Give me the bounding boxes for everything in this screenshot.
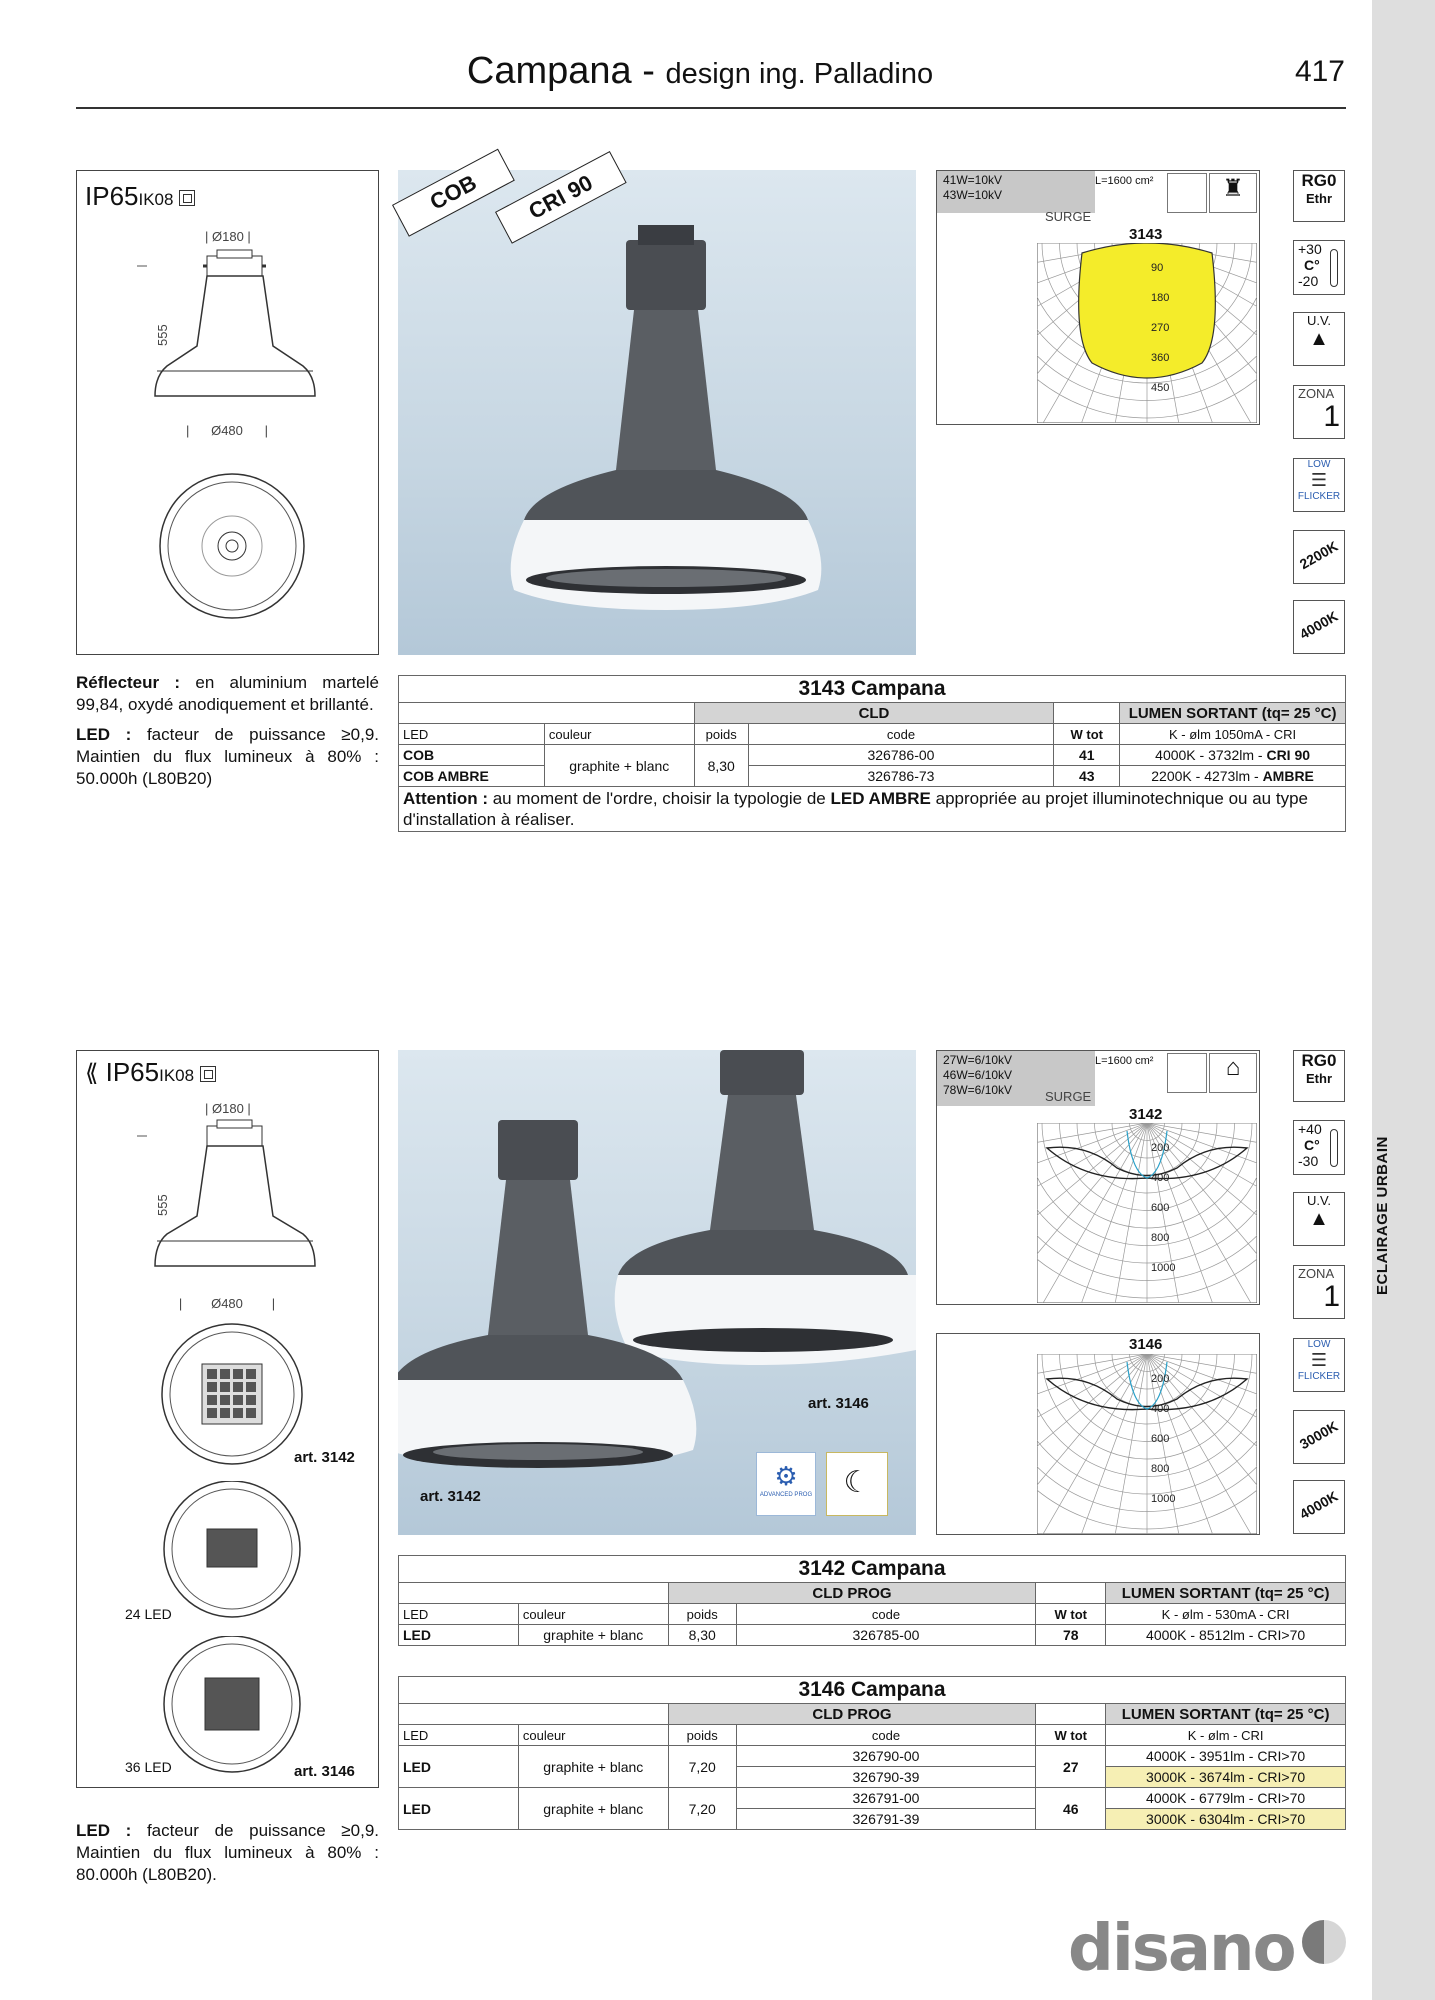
row-lumen: 4000K - 8512lm - CRI>70	[1106, 1625, 1346, 1646]
row-code: 326785-00	[736, 1625, 1036, 1646]
page-title	[300, 50, 1100, 93]
row-weight: 7,20	[668, 1788, 736, 1830]
row-led: LED	[399, 1625, 519, 1646]
led-text: facteur de puissance ≥0,9. Maintien du flux lumineux à 80% : 80.000h (L80B20).	[76, 1821, 379, 1884]
temp-low: -30	[1298, 1153, 1319, 1169]
table-row	[399, 745, 1346, 766]
product-photo-3142-3146	[398, 1050, 916, 1535]
reflector-text: en aluminium martelé 99,84, oxydé anodiquement et brillanté.	[76, 673, 379, 714]
ip-value: IP65	[85, 181, 139, 211]
color-temp-3000k-badge	[1293, 1410, 1345, 1464]
power-line-1: 27W=6/10kV	[943, 1053, 1013, 1067]
ip-rating	[85, 1057, 216, 1088]
description-3143	[76, 672, 379, 790]
polar-ring-label: 1000	[1151, 1262, 1176, 1274]
uv-lamp-icon: ▲	[1309, 328, 1329, 350]
uv-lamp-icon: ▲	[1309, 1208, 1329, 1230]
col-code: code	[736, 1725, 1036, 1746]
polar-ring-label: 200	[1151, 1373, 1170, 1385]
light-distribution-curve	[1079, 243, 1216, 378]
color-temp-4000k-badge	[1293, 600, 1345, 654]
polar-chart-3143	[1037, 243, 1257, 423]
group-header: CLD PROG	[668, 1583, 1036, 1604]
col-couleur: couleur	[518, 1604, 668, 1625]
lumen-value: 2200K - 4273lm -	[1151, 768, 1263, 784]
row-led: LED	[399, 1746, 519, 1788]
table-row	[399, 1625, 1346, 1646]
led-count-24: 24 LED	[125, 1606, 172, 1622]
table-row	[399, 1788, 1346, 1809]
photo-art-3146: art. 3146	[808, 1395, 869, 1412]
led-label: LED :	[76, 1821, 132, 1840]
uv-badge	[1293, 312, 1345, 366]
col-lumen: K - ølm - CRI	[1106, 1725, 1346, 1746]
advanced-prog-icon	[756, 1452, 816, 1516]
col-couleur: couleur	[544, 724, 694, 745]
note-text-a: au moment de l'ordre, choisir la typologie de	[487, 789, 831, 808]
row-code: 326790-00	[736, 1746, 1036, 1767]
power-line-3: 78W=6/10kV	[943, 1083, 1013, 1097]
flicker-text: FLICKER	[1297, 1371, 1341, 1382]
k2-text: 4000K	[1296, 1487, 1341, 1523]
row-colour: graphite + blanc	[518, 1746, 668, 1788]
zona-text: ZONA	[1298, 386, 1335, 401]
low-flicker-badge	[1293, 1338, 1345, 1392]
row-code: 326791-00	[736, 1788, 1036, 1809]
dim-bottom-value: Ø480	[211, 423, 243, 438]
row-colour: graphite + blanc	[518, 1625, 668, 1646]
flicker-icon: ☰	[1310, 470, 1328, 490]
col-code: code	[736, 1604, 1036, 1625]
flicker-text: FLICKER	[1297, 491, 1341, 502]
row-lumen-highlight: 3000K - 6304lm - CRI>70	[1106, 1809, 1346, 1830]
polar-chart-3146	[1037, 1354, 1257, 1534]
col-poids: poids	[668, 1604, 736, 1625]
reflector-label: Réflecteur :	[76, 673, 181, 692]
photometric-diagram-3143	[936, 170, 1260, 425]
row-lumen	[1120, 766, 1346, 787]
zona-text: ZONA	[1298, 1266, 1335, 1281]
temp-high: +30	[1298, 241, 1322, 257]
col-wtot: W tot	[1036, 1725, 1106, 1746]
table-row	[399, 766, 1346, 787]
dim-top: | Ø180 |	[205, 229, 251, 244]
col-lumen: K - ølm - 530mA - CRI	[1106, 1604, 1346, 1625]
drawing-art-3142: art. 3142	[294, 1449, 355, 1466]
table-title: 3143 Campana	[399, 676, 1346, 703]
note-label: Attention :	[403, 789, 488, 808]
dusk-dawn-icon: ☾	[826, 1452, 888, 1516]
row-wtot: 43	[1054, 766, 1120, 787]
ik-value: IK08	[138, 190, 174, 209]
col-code: code	[748, 724, 1054, 745]
row-weight: 8,30	[694, 745, 748, 787]
table-title: 3142 Campana	[399, 1556, 1346, 1583]
ip-value: IP65	[105, 1057, 160, 1087]
polar-ring-label: 600	[1151, 1433, 1170, 1445]
polar-id: 3142	[1129, 1106, 1163, 1123]
dim-height: 555	[155, 1194, 170, 1216]
class-ii-icon	[179, 190, 195, 206]
title-main: Campana	[466, 50, 632, 92]
lumen-header: LUMEN SORTANT (tq= 25 °C)	[1106, 1704, 1346, 1725]
polar-ring-label: 600	[1151, 1202, 1170, 1214]
low-flicker-badge	[1293, 458, 1345, 512]
side-section-label: ECLAIRAGE URBAIN	[1374, 1136, 1391, 1295]
photo-art-3142: art. 3142	[420, 1488, 481, 1505]
polar-ring-label: 360	[1151, 352, 1170, 364]
ip-rating	[85, 181, 195, 212]
row-wtot: 27	[1036, 1746, 1106, 1788]
photometric-diagram-3142	[936, 1050, 1260, 1305]
bottom-view-drawing	[77, 461, 380, 641]
row-led: COB AMBRE	[399, 766, 545, 787]
row-lumen	[1120, 745, 1346, 766]
area-label: L=1600 cm²	[1095, 1055, 1154, 1067]
dim-bottom: | Ø480 |	[186, 423, 268, 438]
power-line-1: 41W=10kV	[943, 173, 1003, 187]
polar-ring-label: 400	[1151, 1172, 1170, 1184]
house-icon: ⌂	[1209, 1053, 1257, 1093]
col-led: LED	[399, 1604, 519, 1625]
rg0-badge	[1293, 170, 1345, 222]
lumen-value: 4000K - 3732lm -	[1155, 747, 1267, 763]
rg0-badge	[1293, 1050, 1345, 1102]
polar-chart-3142	[1037, 1123, 1257, 1303]
low-text: LOW	[1307, 1339, 1331, 1350]
col-wtot: W tot	[1036, 1604, 1106, 1625]
flicker-icon: ☰	[1310, 1350, 1328, 1370]
row-lumen: 4000K - 3951lm - CRI>70	[1106, 1746, 1346, 1767]
row-code: 326791-39	[736, 1809, 1036, 1830]
blank-head-w	[1036, 1704, 1106, 1725]
bottom-view-led-array	[77, 1319, 380, 1469]
power-line-2: 43W=10kV	[943, 188, 1003, 202]
temperature-badge	[1293, 1120, 1345, 1175]
col-couleur: couleur	[518, 1725, 668, 1746]
row-code: 326786-73	[748, 766, 1054, 787]
led-text: facteur de puissance ≥0,9. Maintien du flux lumineux à 80% : 50.000h (L80B20)	[76, 725, 379, 788]
color-temp-2200k-badge	[1293, 530, 1345, 584]
thermometer-icon	[1330, 249, 1338, 287]
spec-table-3146	[398, 1676, 1346, 1830]
spec-table-3142	[398, 1555, 1346, 1646]
polar-id: 3143	[1129, 226, 1163, 243]
k1-text: 2200K	[1296, 537, 1341, 573]
zona-number: 1	[1323, 1280, 1340, 1313]
lamp-illustration	[398, 170, 916, 655]
bottom-view-36-led	[77, 1636, 380, 1776]
class-ii-arrow-icon: ⟪	[85, 1060, 99, 1087]
lumen-header: LUMEN SORTANT (tq= 25 °C)	[1106, 1583, 1346, 1604]
row-wtot: 78	[1036, 1625, 1106, 1646]
row-weight: 8,30	[668, 1625, 736, 1646]
temp-unit: C°	[1304, 1137, 1320, 1153]
polar-ring-label: 90	[1151, 262, 1164, 274]
temp-high: +40	[1298, 1121, 1322, 1137]
prog-text: ADVANCED PROG	[759, 1492, 813, 1498]
flat-glass-icon	[1167, 173, 1207, 213]
k1-text: 3000K	[1296, 1417, 1341, 1453]
blank-head-w	[1036, 1583, 1106, 1604]
row-code: 326786-00	[748, 745, 1054, 766]
polar-ring-label: 800	[1151, 1232, 1170, 1244]
side-profile-drawing	[77, 1116, 380, 1276]
blank-head	[399, 1583, 669, 1604]
title-separator: -	[631, 50, 666, 92]
technical-drawing-3142-3146	[76, 1050, 379, 1788]
col-led: LED	[399, 1725, 519, 1746]
temp-low: -20	[1298, 273, 1319, 289]
group-header: CLD PROG	[668, 1704, 1036, 1725]
col-wtot: W tot	[1054, 724, 1120, 745]
bottom-view-24-led	[77, 1481, 380, 1621]
page-number: 417	[1294, 55, 1345, 88]
row-lumen-highlight: 3000K - 3674lm - CRI>70	[1106, 1767, 1346, 1788]
table-title: 3146 Campana	[399, 1677, 1346, 1704]
blank-head-w	[1054, 703, 1120, 724]
col-poids: poids	[694, 724, 748, 745]
table-row	[399, 1746, 1346, 1767]
rg0-text: RG0	[1301, 171, 1337, 190]
dim-height: 555	[155, 324, 170, 346]
temperature-badge	[1293, 240, 1345, 295]
lumen-ambre: AMBRE	[1262, 768, 1314, 784]
reflector-description	[76, 672, 379, 716]
table-note	[399, 787, 1346, 832]
polar-ring-label: 270	[1151, 322, 1170, 334]
technical-drawing-3143	[76, 170, 379, 655]
brand-logo: disano	[1068, 1912, 1295, 1986]
lumen-header: LUMEN SORTANT (tq= 25 °C)	[1120, 703, 1346, 724]
dim-bottom-value: Ø480	[211, 1296, 243, 1311]
rg0-text: RG0	[1301, 1051, 1337, 1070]
ik-value: IK08	[159, 1066, 195, 1085]
thermometer-icon	[1330, 1129, 1338, 1167]
title-subtitle: design ing. Palladino	[665, 58, 934, 90]
row-lumen: 4000K - 6779lm - CRI>70	[1106, 1788, 1346, 1809]
temp-unit: C°	[1304, 257, 1320, 273]
ethr-text: Ethr	[1306, 1071, 1332, 1086]
dim-bottom: | Ø480 |	[178, 1296, 276, 1311]
k2-text: 4000K	[1296, 607, 1341, 643]
dim-top-value: Ø180	[212, 229, 244, 244]
class-ii-icon	[200, 1066, 216, 1082]
castle-icon: ♜	[1209, 173, 1257, 213]
spec-table-3143	[398, 675, 1346, 832]
uv-text: U.V.	[1306, 313, 1332, 328]
zona-badge	[1293, 385, 1345, 439]
power-line-2: 46W=6/10kV	[943, 1068, 1013, 1082]
low-text: LOW	[1307, 459, 1331, 470]
uv-badge	[1293, 1192, 1345, 1246]
polar-ring-label: 400	[1151, 1403, 1170, 1415]
led-description	[76, 724, 379, 790]
row-colour: graphite + blanc	[518, 1788, 668, 1830]
row-wtot: 46	[1036, 1788, 1106, 1830]
side-profile-drawing	[77, 246, 380, 416]
note-text-b: appropriée au projet illuminotechnique ou au type d'installation à réaliser.	[403, 789, 1308, 829]
led-label: LED :	[76, 725, 132, 744]
row-led: LED	[399, 1788, 519, 1830]
dim-top-value: Ø180	[212, 1101, 244, 1116]
col-lumen: K - ølm 1050mA - CRI	[1120, 724, 1346, 745]
lumen-cri: CRI 90	[1266, 747, 1311, 763]
row-colour: graphite + blanc	[544, 745, 694, 787]
zona-number: 1	[1323, 400, 1340, 433]
col-led: LED	[399, 724, 545, 745]
flat-glass-icon	[1167, 1053, 1207, 1093]
tag-cob: COB	[392, 149, 515, 237]
polar-ring-label: 800	[1151, 1463, 1170, 1475]
tag-cri: CRI 90	[495, 151, 627, 244]
dim-top: | Ø180 |	[205, 1101, 251, 1116]
polar-ring-label: 450	[1151, 382, 1170, 394]
brand-logo-dot-icon	[1302, 1920, 1346, 1964]
row-code: 326790-39	[736, 1767, 1036, 1788]
photometric-diagram-3146	[936, 1333, 1260, 1535]
product-photo-3143	[398, 170, 916, 655]
led-description	[76, 1820, 379, 1886]
blank-head	[399, 703, 695, 724]
group-header: CLD	[694, 703, 1054, 724]
polar-ring-label: 200	[1151, 1142, 1170, 1154]
row-led: COB	[399, 745, 545, 766]
gear-icon: ⚙	[774, 1461, 798, 1491]
surge-label: SURGE	[1045, 209, 1092, 224]
polar-ring-label: 180	[1151, 292, 1170, 304]
description-3142-3146	[76, 1820, 379, 1886]
ethr-text: Ethr	[1306, 191, 1332, 206]
blank-head	[399, 1704, 669, 1725]
uv-text: U.V.	[1306, 1193, 1332, 1208]
area-label: L=1600 cm²	[1095, 175, 1154, 187]
surge-power-values	[937, 171, 1095, 213]
surge-label: SURGE	[1045, 1089, 1092, 1104]
note-bold: LED AMBRE	[830, 789, 931, 808]
col-poids: poids	[668, 1725, 736, 1746]
led-count-36: 36 LED	[125, 1759, 172, 1775]
header-divider	[76, 107, 1346, 109]
zona-badge	[1293, 1265, 1345, 1319]
drawing-art-3146: art. 3146	[294, 1763, 355, 1780]
row-weight: 7,20	[668, 1746, 736, 1788]
polar-ring-label: 1000	[1151, 1493, 1176, 1505]
row-wtot: 41	[1054, 745, 1120, 766]
color-temp-4000k-badge	[1293, 1480, 1345, 1534]
polar-id: 3146	[1129, 1336, 1163, 1353]
